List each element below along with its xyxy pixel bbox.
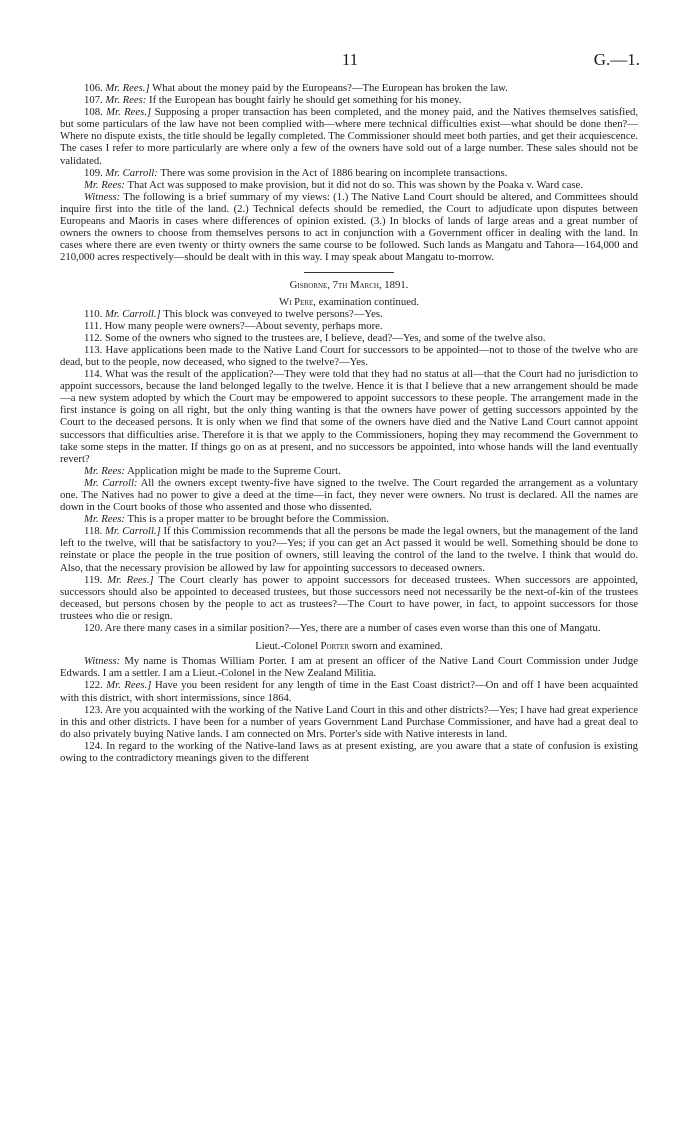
testimony-text: Some of the owners who signed to the trustees are, I believe, dead?—Yes, and some of the twelve also. [104,331,546,344]
testimony-paragraph [60,308,638,320]
testimony-paragraph [60,332,638,344]
testimony-text: What about the money paid by the Europeans?—The European has broken the law. [152,82,508,94]
testimony-paragraph [60,191,638,264]
testimony-text: Are you acquainted with the working of the Native Land Court in this and other districts?—Yes; I have had great experience in this and other districts. I have been for a number of years Government Land Purchase Commissioner, and have had a great deal to do also privately buying Native lands. I am connected on Mrs. Porter's side with Native interests in land. [60,703,638,740]
testimony-paragraph [60,82,638,94]
testimony-paragraph [60,525,638,573]
testimony-block-1 [60,82,638,263]
testimony-paragraph [60,704,638,740]
testimony-paragraph [60,106,638,166]
witness-heading-2 [60,640,638,652]
testimony-text: All the owners except twenty-five have signed to the twelve. The Court regarded the arrangement as a voluntary one. The Natives had no power to give a deed at the time—in fact, they never were owners. No trust is declared. All the names are down in the Court books of those who assented and those who dissented. [60,476,638,514]
question-number: 118. [84,525,103,538]
testimony-paragraph [60,740,638,764]
document-body [60,82,638,764]
witness-heading [60,296,638,308]
testimony-text: In regard to the working of the Native-land laws as at present existing, are you aware that a state of confusion is existing owing to the contradictory meanings given to the different [60,739,639,764]
testimony-text: The Court clearly has power to appoint successors for deceased trustees. When successors are appointed, successors should also be appointed to deceased trustees, but those successors need not necessarily be the next-of-kin of the trustees deceased, but persons chosen by the people to act as trustees?—The Court to have power, in fact, to appoint successors for those trustees who die or resign. [60,573,639,622]
question-number: 110. [84,307,103,320]
testimony-block-3 [60,655,638,764]
testimony-text: Application might be made to the Supreme Court. [127,464,341,477]
speaker-label: Mr. Rees: [105,94,147,107]
testimony-text: What was the result of the application?—They were told that they had no status at all—that the Court had no jurisdiction to appoint successors, because the land belonged legally to the twelve. Hence it is that I believe that a new arrangement should be made—a new system adopted by which the Court may be empowered to appoint successors to these people. The arrangement made in the first instance is going on all right, but the only thing wanting is that the owners have power of getting successors appointed by the Court to the deceased persons. It is only when we find that some of the owners have died and the Native Land Court cannot appoint successors that difficulties arise. Therefore it is that we apply to the Commissioners, hoping they may recommend the Government to take some steps in the matter. If things go on as at present, and no successors be appointed, into whose hands will the land eventually revert? [60,368,638,465]
testimony-text: How many people were owners?—About seventy, perhaps more. [104,319,383,332]
speaker-label: Mr. Rees.] [106,106,152,119]
testimony-text: If the European has bought fairly he should get something for his money. [149,94,462,107]
speaker-label: Witness: [84,655,121,668]
testimony-paragraph [60,344,638,368]
question-number: 114. [84,368,103,381]
question-number: 107. [84,94,103,107]
testimony-text: Have applications been made to the Native Land Court for successors to be appointed—not to those of the twelve who are dead, but to the people, now deceased, who signed to the twelve?—Yes. [60,343,638,368]
testimony-paragraph [60,477,638,513]
testimony-text: Are there many cases in a similar position?—Yes, there are a number of cases even worse than this one of Mangatu. [104,622,601,635]
question-number: 119. [84,573,103,586]
testimony-text: That Act was supposed to make provision, but it did not do so. This was shown by the Poaka v. Ward case. [127,178,583,191]
testimony-paragraph [60,94,638,106]
section-divider [304,272,394,273]
question-number: 112. [84,331,103,344]
witness-name: Wi Pere [279,295,314,308]
testimony-paragraph [60,622,638,634]
testimony-paragraph [60,574,638,622]
testimony-paragraph [60,679,638,703]
testimony-text: This block was conveyed to twelve persons?—Yes. [163,307,383,320]
question-number: 106. [84,82,103,94]
question-number: 113. [84,343,103,356]
question-number: 124. [84,739,103,752]
page-reference: G.—1. [593,50,640,69]
speaker-label: Witness: [84,190,121,203]
speaker-label: Mr. Rees: [84,178,125,191]
question-number: 120. [84,622,103,635]
speaker-label: Mr. Rees.] [107,573,154,586]
witness-heading-suffix: , examination continued. [313,295,419,308]
question-number: 123. [84,703,103,716]
speaker-label: Mr. Rees.] [105,82,150,94]
question-number: 109. [84,166,103,179]
speaker-label: Mr. Rees.] [106,679,152,692]
testimony-text: Supposing a proper transaction has been completed, and the money paid, and the Natives themselves satisfied, but some particulars of the law have not been complied with—where mere technical difficulties exist—what should be done then?—Where no dispute exists, the title should be legally completed. The Commissioner should meet both parties, and get their acquiescence. The cases I refer to more particularly are where only a few of the owners have sold out of a large number. These sales should not be validated. [60,106,639,167]
speaker-label: Mr. Rees: [84,513,125,526]
testimony-text: My name is Thomas William Porter. I am at present an officer of the Native Land Court Commission under Judge Edwards. I am a settler. I am a Lieut.-Colonel in the New Zealand Militia. [60,655,638,680]
testimony-paragraph [60,179,638,191]
question-number: 108. [84,106,103,119]
testimony-paragraph [60,513,638,525]
speaker-label: Mr. Rees: [84,464,125,477]
testimony-paragraph [60,320,638,332]
testimony-paragraph [60,167,638,179]
speaker-label: Mr. Carroll: [105,166,158,179]
witness-name-2: Porter [320,640,349,653]
testimony-paragraph [60,368,638,465]
witness-heading-2-suffix: sworn and examined. [351,640,443,653]
session-heading: Gisborne, 7th March, 1891. [289,279,409,292]
page-header [60,50,640,72]
question-number: 111. [84,319,102,332]
testimony-paragraph [60,655,638,679]
page-number: 11 [341,50,359,69]
testimony-text: There was some provision in the Act of 1886 bearing on incomplete transactions. [160,166,508,179]
testimony-block-2 [60,308,638,635]
speaker-label: Mr. Carroll: [84,476,138,489]
testimony-text: Have you been resident for any length of time in the East Coast district?—On and off I have been acquainted with this district, with short intermissions, since 1864. [60,679,639,704]
question-number: 122. [84,679,103,692]
speaker-label: Mr. Carroll.] [105,525,161,538]
testimony-text: If this Commission recommends that all the persons be made the legal owners, but the management of the land left to the twelve, will that be satisfactory to you?—Yes; if you can get an Act passed it would be well. Something should be done to reinstate or place the people in the true position of owners, still leaving the control of the land to the twelve. I think that would do. Also, that the necessary provision be allowed by law for appointing successors to deceased owners. [60,525,638,574]
testimony-text: The following is a brief summary of my views: (1.) The Native Land Court should be altered, and Committees should inquire first into the title of the land. (2.) Technical defects should be remedied, the Court to adjudicate upon disputes between Europeans and Maoris in cases where differences of opinion existed. (3.) In blocks of lands of large areas and a great number of owners the owners to choose from themselves persons to act in conjunction with a Government officer in dealing with the land. In cases where there are even twenty or thirty owners the same course to be followed. Such lands as Mangatu and Tahora—164,000 and 210,000 acres respectively—should be dealt with in this way. I may speak about Mangatu to-morrow. [60,190,639,264]
speaker-label: Mr. Carroll.] [104,307,161,320]
testimony-paragraph [60,465,638,477]
witness-rank: Lieut.-Colonel [255,640,318,653]
testimony-text: This is a proper matter to be brought before the Commission. [127,513,389,526]
